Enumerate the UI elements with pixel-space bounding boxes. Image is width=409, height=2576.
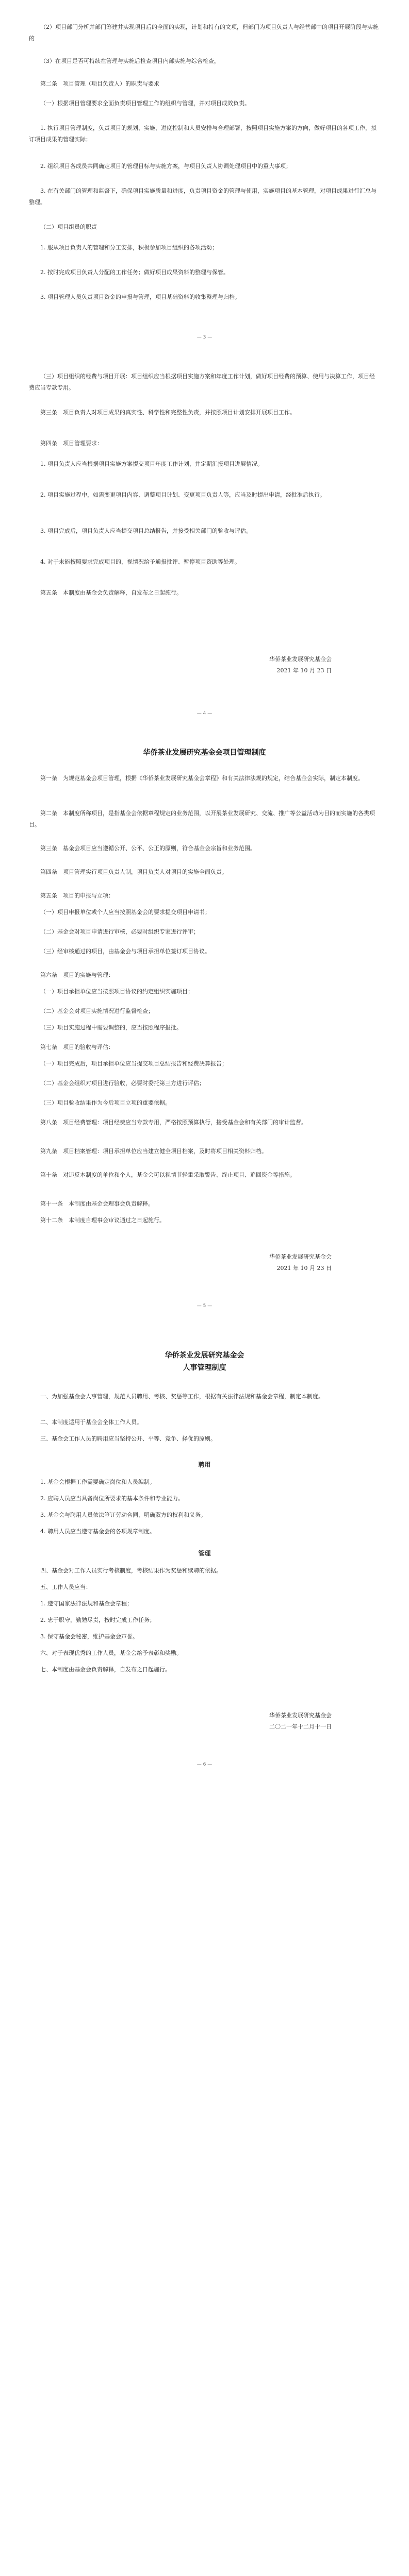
subsection-heading: 管理 xyxy=(198,1550,211,1557)
paragraph: 第二条 本制度所称项目，是指基金会依据章程规定的业务范围，以开展茶业发展研究、交流、推广等公益活动为目的而实施的各类项目。 xyxy=(29,810,375,828)
paragraph: 2. 忠于职守，勤勉尽责，按时完成工作任务； xyxy=(40,1617,155,1623)
paragraph: 第五条 本制度由基金会负责解释，自发布之日起施行。 xyxy=(40,589,182,596)
section-title: 华侨茶业发展研究基金会 xyxy=(165,1351,244,1360)
paragraph: 第八条 项目经费管理：项目经费应当专款专用，严格按照预算执行，接受基金会和有关部门的审计监督。 xyxy=(40,1119,307,1126)
paragraph: 2. 组织项目各成员共同确定项目的管理目标与实施方案，与项目负责人协调处理项目中的重大事项； xyxy=(40,163,291,170)
paragraph: （二）基金会对项目申请进行审核，必要时组织专家进行评审； xyxy=(40,928,199,935)
subsection-heading: 聘用 xyxy=(198,1461,211,1468)
paragraph: 第六条 项目的实施与管理： xyxy=(40,972,114,978)
paragraph: 第三条 项目负责人对项目成果的真实性、科学性和完整性负责，并按照项目计划安排开展项目工作。 xyxy=(40,409,296,416)
paragraph: 三、基金会工作人员的聘用应当坚持公开、平等、竞争、择优的原则。 xyxy=(40,1435,216,1442)
page-number: — 5 — xyxy=(197,1303,212,1309)
paragraph: 六、对于表现优秀的工作人员，基金会给予表彰和奖励。 xyxy=(40,1650,182,1656)
paragraph: 第十条 对违反本制度的单位和个人，基金会可以视情节轻重采取警告、终止项目、追回资金等措施。 xyxy=(40,1172,296,1178)
paragraph: 1. 服从项目负责人的管理和分工安排，积极参加项目组织的各项活动； xyxy=(40,244,218,251)
paragraph: （二）项目组员的职责 xyxy=(40,224,97,230)
paragraph: （一）根据项目管理要求全面负责项目管理工作的组织与管理，并对项目成效负责。 xyxy=(40,100,250,107)
page-number: — 3 — xyxy=(197,335,212,340)
paragraph: 一、为加强基金会人事管理，规范人员聘用、考核、奖惩等工作，根据有关法律法规和基金会章程，制定本制度。 xyxy=(40,1393,324,1400)
paragraph: 1. 执行项目管理制度，负责项目的规划、实施、进度控制和人员安排与合理部署，按照项目实施方案的方向，做好项目的各项工作，拟订项目成果的管理实际； xyxy=(29,125,377,143)
paragraph: （二）基金会对项目实施情况进行监督检查； xyxy=(40,1008,154,1014)
paragraph: （三）项目验收结果作为今后项目立项的重要依据。 xyxy=(40,1099,171,1106)
section-subtitle: 人事管理制度 xyxy=(183,1364,226,1372)
page-number: — 6 — xyxy=(197,1762,212,1767)
signature-date: 2021 年 10 月 23 日 xyxy=(276,667,332,674)
paragraph: 第十一条 本制度由基金会理事会负责解释。 xyxy=(40,1200,154,1207)
paragraph: 第九条 项目档案管理：项目承担单位应当建立健全项目档案，及时将项目相关资料归档。 xyxy=(40,1148,267,1155)
paragraph: （二）基金会组织对项目进行验收，必要时委托第三方进行评估； xyxy=(40,1080,205,1087)
paragraph: （三）经审核通过的项目，由基金会与项目承担单位签订项目协议。 xyxy=(40,948,210,955)
paragraph: 第三条 基金会项目应当遵循公开、公平、公正的原则，符合基金会宗旨和业务范围。 xyxy=(40,845,256,852)
paragraph: 四、基金会对工作人员实行考核制度，考核结果作为奖惩和续聘的依据。 xyxy=(40,1567,222,1574)
paragraph: 2. 项目实施过程中，如需变更项目内容、调整项目计划、变更项目负责人等，应当及时提出申请，经批准后执行。 xyxy=(40,492,325,498)
paragraph: 第一条 为规范基金会项目管理，根据《华侨茶业发展研究基金会章程》和有关法律法规的规定，结合基金会实际，制定本制度。 xyxy=(40,775,364,782)
paragraph: 3. 项目管理人员负责项目资金的申报与管理，项目基础资料的收集整理与归档。 xyxy=(40,294,240,300)
paragraph: 第十二条 本制度自理事会审议通过之日起施行。 xyxy=(40,1217,165,1224)
paragraph: 七、本制度由基金会负责解释，自发布之日起施行。 xyxy=(40,1666,171,1673)
paragraph: 二、本制度适用于基金会全体工作人员。 xyxy=(40,1419,142,1426)
paragraph: 第四条 项目管理实行项目负责人制，项目负责人对项目的实施全面负责。 xyxy=(40,869,227,875)
paragraph: （一）项目承担单位应当按照项目协议的约定组织实施项目； xyxy=(40,988,193,995)
paragraph: （一）项目申报单位或个人应当按照基金会的要求提交项目申请书； xyxy=(40,909,210,916)
paragraph: 五、工作人员应当： xyxy=(40,1584,91,1590)
paragraph: 1. 遵守国家法律法规和基金会章程； xyxy=(40,1600,133,1607)
paragraph: 3. 基金会与聘用人员依法签订劳动合同，明确双方的权利和义务。 xyxy=(40,1512,206,1518)
paragraph: 第五条 项目的申报与立项： xyxy=(40,892,114,899)
signature-date: 二〇二一年十二月十一日 xyxy=(269,1723,332,1730)
signature-org: 华侨茶业发展研究基金会 xyxy=(269,656,332,663)
paragraph: （三）项目实施过程中需要调整的，应当按照程序报批。 xyxy=(40,1024,182,1031)
paragraph: 1. 项目负责人应当根据项目实施方案提交项目年度工作计划，并定期汇报项目进展情况。 xyxy=(40,461,263,467)
signature-date: 2021 年 10 月 23 日 xyxy=(276,1265,332,1272)
paragraph: 3. 保守基金会秘密，维护基金会声誉。 xyxy=(40,1633,138,1640)
section-title: 华侨茶业发展研究基金会项目管理制度 xyxy=(143,749,266,757)
paragraph: （一）项目完成后，项目承担单位应当提交项目总结报告和经费决算报告； xyxy=(40,1060,227,1067)
paragraph: 3. 项目完成后，项目负责人应当提交项目总结报告，并接受相关部门的验收与评估。 xyxy=(40,528,252,534)
paragraph: 2. 应聘人员应当具备岗位所要求的基本条件和专业能力。 xyxy=(40,1495,184,1502)
paragraph: 第七条 项目的验收与评估： xyxy=(40,1044,114,1050)
paragraph: 2. 按时完成项目负责人分配的工作任务；做好项目成果资料的整理与保管。 xyxy=(40,269,229,276)
signature-org: 华侨茶业发展研究基金会 xyxy=(269,1712,332,1719)
paragraph: 第四条 项目管理要求： xyxy=(40,440,103,447)
paragraph: 3. 在有关部门的管理和监督下，确保项目实施质量和进度，负责项目资金的管理与使用，实施项目的基本管理，对项目成果进行汇总与整理。 xyxy=(29,188,377,206)
page-number: — 4 — xyxy=(197,711,212,716)
paragraph: 1. 基金会根据工作需要确定岗位和人员编制。 xyxy=(40,1479,155,1485)
paragraph: 4. 对于未能按照要求完成项目的，视情况给予通报批评、暂停项目资助等处理。 xyxy=(40,558,240,565)
signature-org: 华侨茶业发展研究基金会 xyxy=(269,1253,332,1260)
paragraph: 4. 聘用人员应当遵守基金会的各项规章制度。 xyxy=(40,1528,155,1535)
paragraph: 第二条 项目管理（项目负责人）的职责与要求 xyxy=(40,80,159,87)
paragraph: （3）在项目是否可持续在管理与实施后检查项目内部实施与综合检查， xyxy=(40,58,220,64)
paragraph: （2）项目部门分析并部门筹建并实现项目后的全面的实现，计划和持有的文项，但部门为项目负责人与经营部中的项目开展阶段与实施的 xyxy=(29,24,379,42)
paragraph: （三）项目组织的经费与项目开展：项目组织应当根据项目实施方案和年度工作计划，做好项目经费的预算、使用与决算工作，项目经费应当专款专用。 xyxy=(29,373,375,391)
